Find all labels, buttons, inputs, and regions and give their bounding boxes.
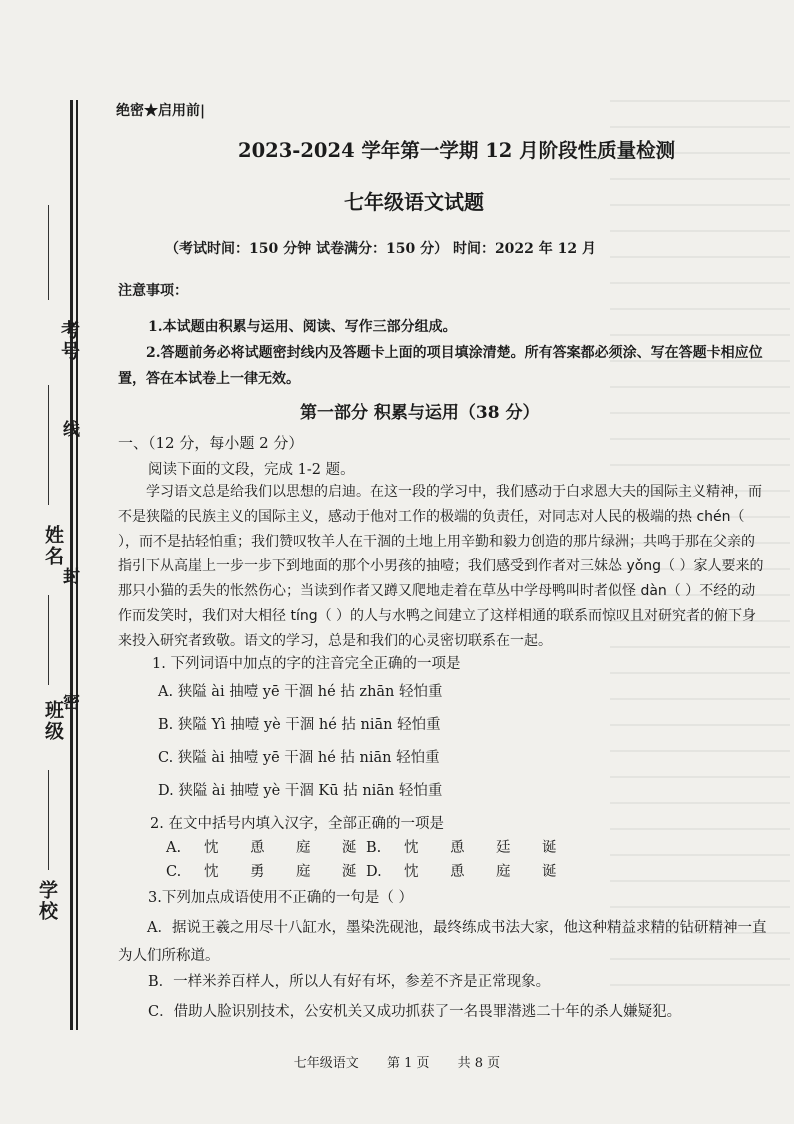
kaohao-underline[interactable] <box>48 205 49 300</box>
xingming-underline[interactable] <box>48 385 49 505</box>
footer-subject: 七年级语文 <box>293 1056 359 1071</box>
q2-a-char4: 涎 <box>342 840 357 856</box>
q3-option-c[interactable]: C．借助人脸识别技术，公安机关又成功抓获了一名畏罪潜逃二十年的杀人嫌疑犯。 <box>148 1004 682 1020</box>
seal-feng: 封 <box>63 567 80 587</box>
exam-subtitle: 七年级语文试题 <box>344 190 484 214</box>
q2-d-char1: 忱 <box>404 864 419 880</box>
q2-option-c[interactable] <box>166 860 388 881</box>
xuexiao-label: 学校 <box>36 880 58 922</box>
footer-page: 第 1 页 <box>386 1056 430 1071</box>
reading-passage: 学习语文总是给我们以思想的启迪。在这一段的学习中，我们感动于白求恩大夫的国际主义精神，而不是狭隘的民族主义的国际主义，感动于他对工作的极端的负责任，对同志对人民的极端的热 chén（ ），而不是拈轻怕重；我们赞叹牧羊人在干涸的土地上用辛勤和毅力创造的那片绿洲；共鸣于那在父亲的指引下从高崖上一步一步下到地面的那个小男孩的抽噎；我们感受到作者对三妹怂 yǒng（ ）家人要来的那只小猫的丢失的怅然伤心；当读到作者又蹲又爬地走着在草丛中学母鸭叫时者似怪 dàn（ ）不经的动作而发笑时，我们对大相径 tíng（ ）的人与水鸭之间建立了这样相通的联系而惊叹且对研究者的俯下身来投入研究者致敬。语文的学习，总是和我们的心灵密切联系在一起。 <box>118 484 764 649</box>
secret-label: 绝密★启用前| <box>116 103 206 119</box>
section1-instruction: 阅读下面的文段，完成 1-2 题。 <box>148 462 355 478</box>
q1-option-c[interactable]: C. 狭隘 ài 抽噎 yē 干涸 hé 拈 niān 轻怕重 <box>158 750 440 766</box>
notes-heading: 注意事项： <box>118 283 188 299</box>
q1-option-a[interactable]: A. 狭隘 ài 抽噎 yē 干涸 hé 拈 zhān 轻怕重 <box>158 684 443 700</box>
q3-option-b[interactable]: B．一样米养百样人，所以人有好有坏，参差不齐是正常现象。 <box>148 974 551 990</box>
q2-c-label: C. <box>166 864 182 880</box>
q2-b-label: B. <box>366 840 382 856</box>
part1-heading: 第一部分 积累与运用（38 分） <box>300 403 540 423</box>
q2-stem: 2. 在文中括号内填入汉字，全部正确的一项是 <box>150 816 444 832</box>
exam-title: 2023-2024 学年第一学期 12 月阶段性质量检测 <box>238 139 676 162</box>
q1-stem: 1. 下列词语中加点的字的注音完全正确的一项是 <box>152 656 461 672</box>
seal-mi: 密 <box>63 693 80 713</box>
q2-a-label: A. <box>166 840 182 856</box>
q2-a-char2: 恿 <box>250 840 265 856</box>
q1-option-b[interactable]: B. 狭隘 Yì 抽噎 yè 干涸 hé 拈 niān 轻怕重 <box>158 717 441 733</box>
q2-option-a[interactable] <box>166 836 388 857</box>
xuexiao-underline[interactable] <box>48 770 49 870</box>
q2-c-char1: 忱 <box>204 864 219 880</box>
q2-c-char2: 勇 <box>250 864 265 880</box>
section1-heading: 一、（12 分，每小题 2 分） <box>118 434 304 452</box>
q3-stem: 3.下列加点成语使用不正确的一句是（ ） <box>148 890 413 906</box>
q2-d-char2: 恿 <box>450 864 465 880</box>
q2-d-char3: 庭 <box>496 864 511 880</box>
q2-d-label: D. <box>366 864 382 880</box>
q2-b-char2: 恿 <box>450 840 465 856</box>
q1-option-d[interactable]: D. 狭隘 ài 抽噎 yè 干涸 Kū 拈 niān 轻怕重 <box>158 783 443 799</box>
footer-total: 共 8 页 <box>457 1056 501 1071</box>
q2-a-char3: 庭 <box>296 840 311 856</box>
q2-b-char1: 忱 <box>404 840 419 856</box>
banji-label: 班级 <box>42 700 64 742</box>
exam-meta: （考试时间：150 分钟 试卷满分：150 分） 时间：2022 年 12 月 <box>165 241 597 257</box>
q2-b-char4: 诞 <box>542 840 557 856</box>
q2-d-char4: 诞 <box>542 864 557 880</box>
q2-c-char3: 庭 <box>296 864 311 880</box>
note-item-1: 1.本试题由积累与运用、阅读、写作三部分组成。 <box>148 319 457 335</box>
kaohao-label: 考号 <box>58 320 80 362</box>
q2-c-char4: 涎 <box>342 864 357 880</box>
page-footer <box>0 1052 794 1071</box>
note-item-2: 2.答题前务必将试题密封线内及答题卡上面的项目填涂清楚。所有答案都必须涂、写在答题卡相应位置，答在本试卷上一律无效。 <box>118 345 763 387</box>
xingming-label: 姓名 <box>42 525 64 567</box>
q2-option-b[interactable] <box>366 836 588 857</box>
q2-b-char3: 廷 <box>496 840 511 856</box>
q2-a-char1: 忱 <box>204 840 219 856</box>
seal-xian: 线 <box>63 420 80 440</box>
q3-option-a[interactable]: A．据说王羲之用尽十八缸水，墨染洗砚池，最终练成书法大家，他这种精益求精的钻研精神一直为人们所称道。 <box>118 920 767 964</box>
q2-option-d[interactable] <box>366 860 588 881</box>
banji-underline[interactable] <box>48 595 49 685</box>
